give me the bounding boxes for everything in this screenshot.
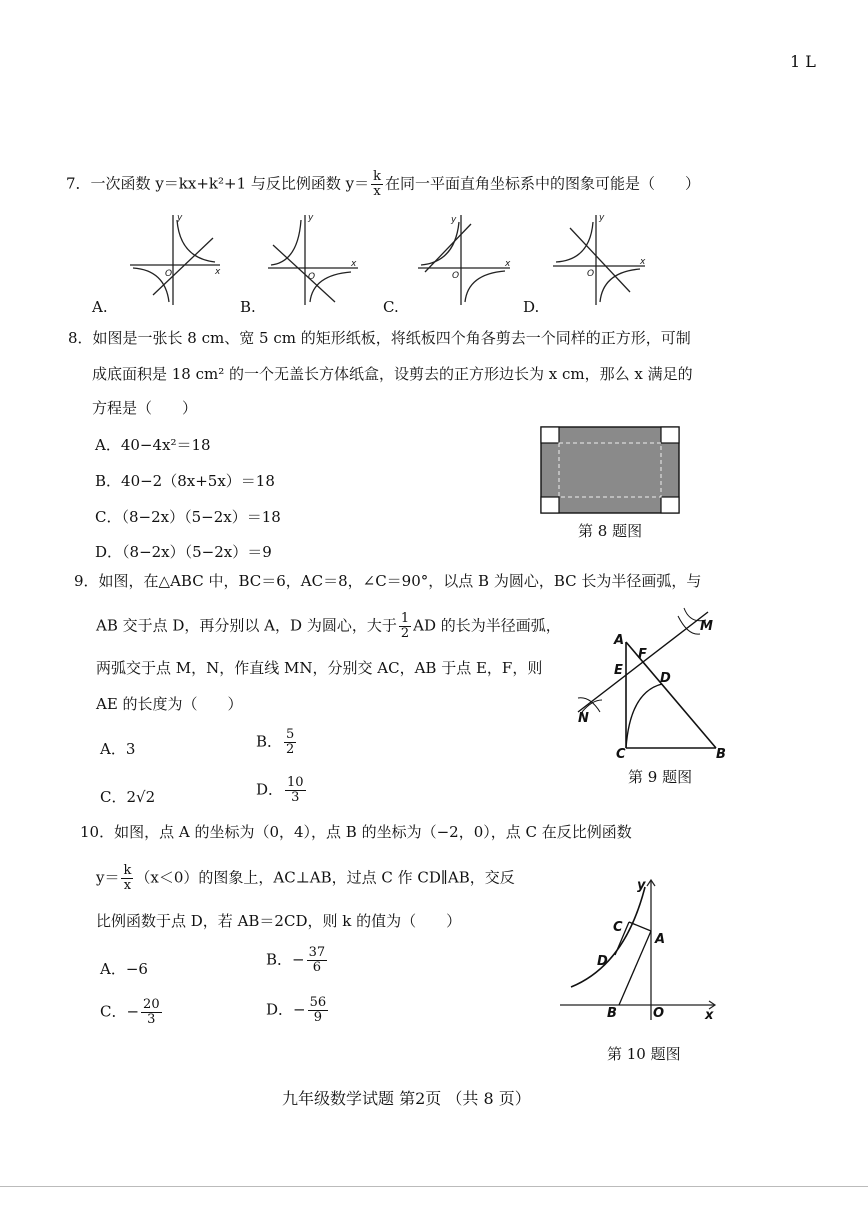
q7-option-d[interactable]: D. (523, 298, 540, 316)
q10-segment-ac (629, 922, 651, 931)
q9-arc-m-1 (678, 616, 700, 634)
q7-option-c[interactable]: C. (383, 298, 399, 316)
q10-x-label: x (705, 1008, 714, 1023)
q10-y-label: y (637, 878, 646, 893)
q10-option-c-num: 20 (143, 997, 160, 1012)
q7c-line (425, 224, 471, 272)
q8-option-a[interactable]: A．40−4x²＝18 (95, 436, 211, 454)
q7-frac-num: k (373, 169, 382, 184)
q10-option-d-label: D．− (266, 1000, 306, 1019)
q10-figure-coordinates (555, 875, 725, 1025)
q10-option-a[interactable]: A．−6 (100, 960, 148, 978)
q10-line-2 (96, 864, 515, 893)
q10-caption: 第 10 题图 (607, 1045, 681, 1063)
q9-point-n: N (578, 711, 589, 726)
q9-figure-triangle (560, 600, 750, 760)
q10-line-2a: y＝ (96, 868, 120, 887)
q10-frac-den: x (123, 878, 132, 893)
q7a-y-label: y (177, 213, 183, 223)
q9-line-2b: AD 的长为半径画弧， (413, 616, 561, 635)
q10-option-d-num: 56 (309, 995, 327, 1010)
q7a-line (153, 238, 213, 295)
q10-point-b: B (607, 1006, 617, 1021)
page-footer: 九年级数学试题 第2页 （共 8 页） (282, 1089, 531, 1108)
q9-option-d-den: 3 (291, 790, 300, 805)
q9-option-b[interactable] (256, 728, 298, 757)
page-bottom-rule (0, 1186, 868, 1187)
q10-option-d-fraction (308, 996, 329, 1025)
q8-option-d[interactable]: D．（8−2x）（5−2x）＝9 (95, 543, 272, 561)
q9-half-fraction (399, 612, 411, 641)
q10-option-b[interactable] (266, 946, 329, 975)
q9-point-m: M (700, 619, 713, 634)
q10-option-b-den: 6 (312, 960, 321, 975)
q10-frac-num: k (123, 863, 132, 878)
q10-line-3: 比例函数于点 D，若 AB＝2CD，则 k 的值为（ ） (96, 912, 462, 930)
q9-point-e: E (614, 663, 623, 678)
q9-arc-bc (626, 684, 662, 748)
q7-fraction (371, 170, 383, 199)
q9-option-d-num: 10 (287, 775, 304, 790)
q9-half-num: 1 (400, 611, 410, 626)
q10-option-c-label: C．− (100, 1002, 140, 1021)
q10-segment-ab (619, 931, 651, 1005)
q9-line-mn (578, 612, 708, 712)
q7d-hyperbola-1 (556, 222, 593, 262)
q8-corner-square-br (661, 497, 679, 513)
q7c-y-label: y (451, 215, 457, 225)
q7c-hyperbola-2 (465, 271, 505, 302)
q7b-origin: O (308, 272, 316, 282)
q9-line-1: 9．如图，在△ABC 中，BC＝6，AC＝8，∠C＝90°，以点 B 为圆心，BC 长为半径画弧，与 (74, 572, 702, 590)
q7-text-a: 一次函数 y＝kx+k²+1 与反比例函数 y＝ (90, 174, 370, 193)
q9-line-2 (96, 612, 561, 641)
q10-option-d[interactable] (266, 996, 330, 1025)
q9-line-4: AE 的长度为（ ） (96, 695, 243, 713)
q8-corner-square-tr (661, 427, 679, 443)
q9-caption: 第 9 题图 (628, 768, 693, 786)
q7-stem (66, 170, 700, 199)
q8-board (541, 427, 679, 513)
q7-graph-a (125, 210, 225, 310)
q8-corner-square-bl (541, 497, 559, 513)
q9-line-2a: AB 交于点 D，再分别以 A，D 为圆心，大于 (96, 616, 397, 635)
q7c-hyperbola-1 (421, 222, 459, 265)
q7-option-a[interactable]: A. (92, 298, 108, 316)
q7-text-b: 在同一平面直角坐标系中的图象可能是（ ） (385, 174, 701, 193)
q9-half-den: 2 (400, 626, 410, 641)
q9-option-b-num: 5 (286, 727, 295, 742)
q7c-origin: O (452, 271, 460, 281)
q7a-x-label: x (215, 267, 221, 277)
q10-point-c: C (613, 920, 623, 935)
q9-line-3: 两弧交于点 M，N，作直线 MN，分别交 AC，AB 于点 E，F，则 (96, 659, 543, 677)
q8-figure-cardboard (540, 426, 680, 514)
q8-line-2: 成底面积是 18 cm² 的一个无盖长方体纸盒，设剪去的正方形边长为 x cm，那么 x 满足的 (92, 365, 693, 383)
q9-point-d: D (660, 671, 671, 686)
q10-option-c-den: 3 (147, 1012, 156, 1027)
q7b-hyperbola-1 (271, 220, 301, 265)
q7-graph-d (550, 210, 650, 310)
q7d-hyperbola-2 (600, 269, 640, 302)
q8-option-b[interactable]: B．40−2（8x+5x）＝18 (95, 472, 275, 490)
q7-option-b[interactable]: B. (240, 298, 256, 316)
q10-option-b-fraction (307, 946, 328, 975)
q8-option-c[interactable]: C．（8−2x）（5−2x）＝18 (95, 508, 281, 526)
q10-origin: O (653, 1006, 665, 1021)
q10-option-c-fraction (141, 998, 162, 1027)
q8-corner-square-tl (541, 427, 559, 443)
q10-line-2b: （x＜0）的图象上，AC⊥AB，过点 C 作 CD∥AB，交反 (135, 868, 515, 887)
q10-option-c[interactable] (100, 998, 164, 1027)
q10-option-b-num: 37 (308, 945, 326, 960)
q9-option-b-label: B． (256, 732, 283, 751)
q9-point-a: A (614, 633, 625, 648)
q7a-origin: O (165, 269, 173, 279)
q9-option-d[interactable] (256, 776, 308, 805)
q10-point-d: D (597, 954, 608, 969)
q10-option-d-den: 9 (313, 1010, 323, 1025)
q7b-y-label: y (308, 213, 314, 223)
q9-point-b: B (716, 747, 726, 762)
q8-line-1: 8．如图是一张长 8 cm、宽 5 cm 的矩形纸板，将纸板四个角各剪去一个同样的正方形，可制 (68, 329, 691, 347)
q7d-line (570, 228, 630, 292)
q7-graph-b (263, 210, 363, 310)
q9-option-b-fraction (284, 728, 296, 757)
q7d-x-label: x (640, 257, 646, 267)
q7c-x-label: x (505, 259, 511, 269)
q7-frac-den: x (373, 184, 381, 199)
q10-point-a: A (655, 932, 666, 947)
q7-number: 7． (66, 174, 91, 193)
q10-line-1: 10．如图，点 A 的坐标为（0，4），点 B 的坐标为（−2，0），点 C 在反比例函数 (80, 823, 632, 841)
q9-option-b-den: 2 (286, 742, 295, 757)
q7b-x-label: x (351, 259, 357, 269)
q9-point-c: C (616, 747, 626, 762)
q10-option-b-label: B．− (266, 950, 305, 969)
q7d-y-label: y (599, 213, 605, 223)
q9-option-a[interactable]: A．3 (100, 740, 136, 758)
q9-point-f: F (638, 647, 647, 662)
q8-line-3: 方程是（ ） (92, 399, 198, 417)
q7b-line (273, 245, 335, 302)
q7d-origin: O (587, 269, 595, 279)
q9-option-c[interactable]: C．2√2 (100, 788, 156, 806)
q7-graph-c (415, 210, 515, 310)
q10-fraction (121, 864, 133, 893)
corner-mark: 1 L (790, 52, 816, 71)
q8-caption: 第 8 题图 (578, 522, 643, 540)
q9-option-d-fraction (285, 776, 306, 805)
q9-option-d-label: D． (256, 780, 284, 799)
